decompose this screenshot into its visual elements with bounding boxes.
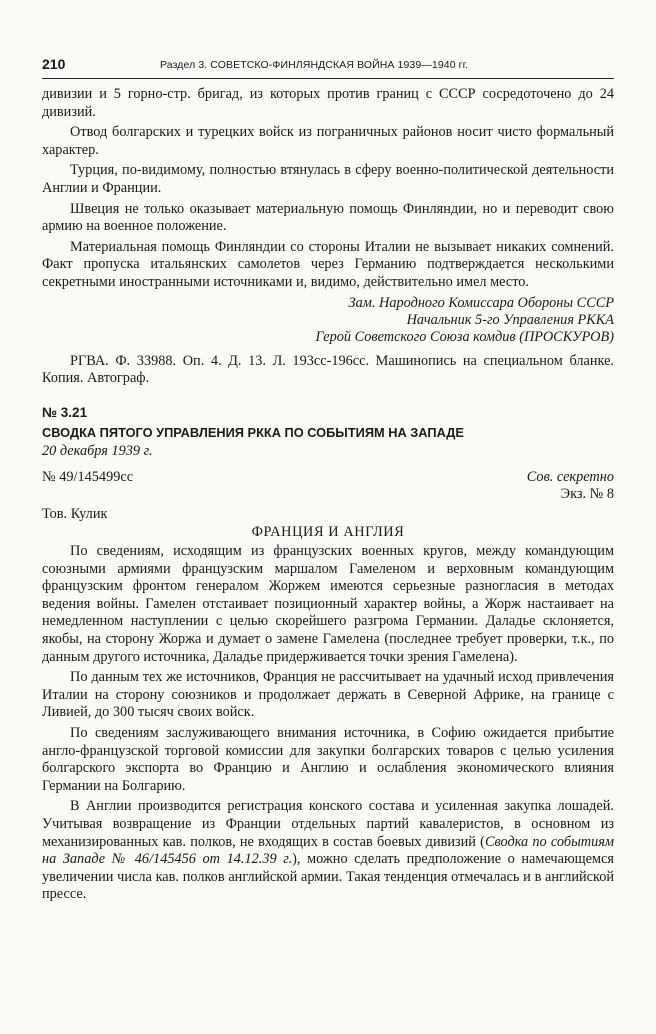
page-header xyxy=(42,56,614,79)
paragraph xyxy=(42,798,614,904)
paragraph: По сведениям, исходящим из французских военных кругов, между командующим союзными армиями французским маршалом Гамеленом и верховным командующим французским фронтом генералом Жоржем имеются серьезные разногласия в методах ведения войны. Гамелен отстаивает позиционный характер войны, а Жорж настаивает на немедленном наступлении с целью скорейшего разгрома Германии. Даладье склоняется, якобы, на сторону Жоржа и думает о замене Гамелена (последнее требует проверки, т.к., по данным другого источника, Даладье придерживается точки зрения Гамелена). xyxy=(42,543,614,665)
paragraph: Отвод болгарских и турецких войск из пограничных районов носит чисто формальный характер. xyxy=(42,124,614,158)
registration-number: № 49/145499сс xyxy=(42,468,134,485)
paragraph: дивизии и 5 горно-стр. бригад, из которых против границ с СССР сосредоточено до 24 дивизий. xyxy=(42,86,614,120)
signature-line: Начальник 5-го Управления РККА xyxy=(406,311,614,328)
paragraph-text: В Англии производится регистрация конского состава и усиленная закупка лошадей. Учитывая возвращение из Франции отдельных партий кавалеристов, в основном из механизированных кав. полков, не входящих в состав боевых дивизий ( xyxy=(42,798,614,850)
page-number: 210 xyxy=(42,56,66,72)
registration-row xyxy=(42,469,614,487)
signature-line: Зам. Народного Комиссара Обороны СССР xyxy=(348,294,614,311)
signature-line: Герой Советского Союза комдив (ПРОСКУРОВ) xyxy=(315,329,614,346)
section-heading: ФРАНЦИЯ И АНГЛИЯ xyxy=(251,523,405,540)
copy-number: Экз. № 8 xyxy=(560,486,614,503)
paragraph: Турция, по-видимому, полностью втянулась в сферу военно-политической деятельности Англии и Франции. xyxy=(42,162,614,196)
addressee: Тов. Кулик xyxy=(42,505,108,522)
document-title: СВОДКА ПЯТОГО УПРАВЛЕНИЯ РККА ПО СОБЫТИЯМ НА ЗАПАДЕ xyxy=(42,424,464,440)
paragraph: По сведениям заслуживающего внимания источника, в Софию ожидается прибытие англо-французской торговой комиссии для закупки болгарских товаров с целью усиления болгарского экспорта во Францию и Англию и ослабления экономического влияния Германии на Болгарию. xyxy=(42,725,614,794)
signature-block xyxy=(42,295,614,347)
running-head: Раздел 3. СОВЕТСКО-ФИНЛЯНДСКАЯ ВОЙНА 1939—1940 гг. xyxy=(160,59,469,71)
classification-mark: Сов. секретно xyxy=(526,468,614,485)
document-number: № 3.21 xyxy=(42,404,88,420)
paragraph-text: ), можно сделать предположение о намечающемся увеличении числа кав. полков английской армии. Такая тенденция отмечалась и в английской прессе. xyxy=(42,851,614,903)
paragraph: По данным тех же источников, Франция не рассчитывает на удачный исход привлечения Италии на сторону союзников и продолжает держать в Северной Африке, на границе с Ливией, до 300 тысяч своих войск. xyxy=(42,669,614,721)
paragraph: Материальная помощь Финляндии со стороны Италии не вызывает никаких сомнений. Факт пропуска итальянских самолетов через Германию подтверждается несколькими секретными иностранными источниками и, видимо, действительно имел место. xyxy=(42,238,614,290)
document-date: 20 декабря 1939 г. xyxy=(42,443,153,460)
report-reference: Сводка по событиям на Западе № 46/145456 от 14.12.39 г. xyxy=(42,833,614,868)
page-body xyxy=(42,86,614,907)
archive-source: РГВА. Ф. 33988. Оп. 4. Д. 13. Л. 193сс-196сс. Машинопись на специальном бланке. Копия. Автограф. xyxy=(42,352,614,387)
paragraph: Швеция не только оказывает материальную помощь Финляндии, но и переводит свою армию на военное положение. xyxy=(42,200,614,235)
